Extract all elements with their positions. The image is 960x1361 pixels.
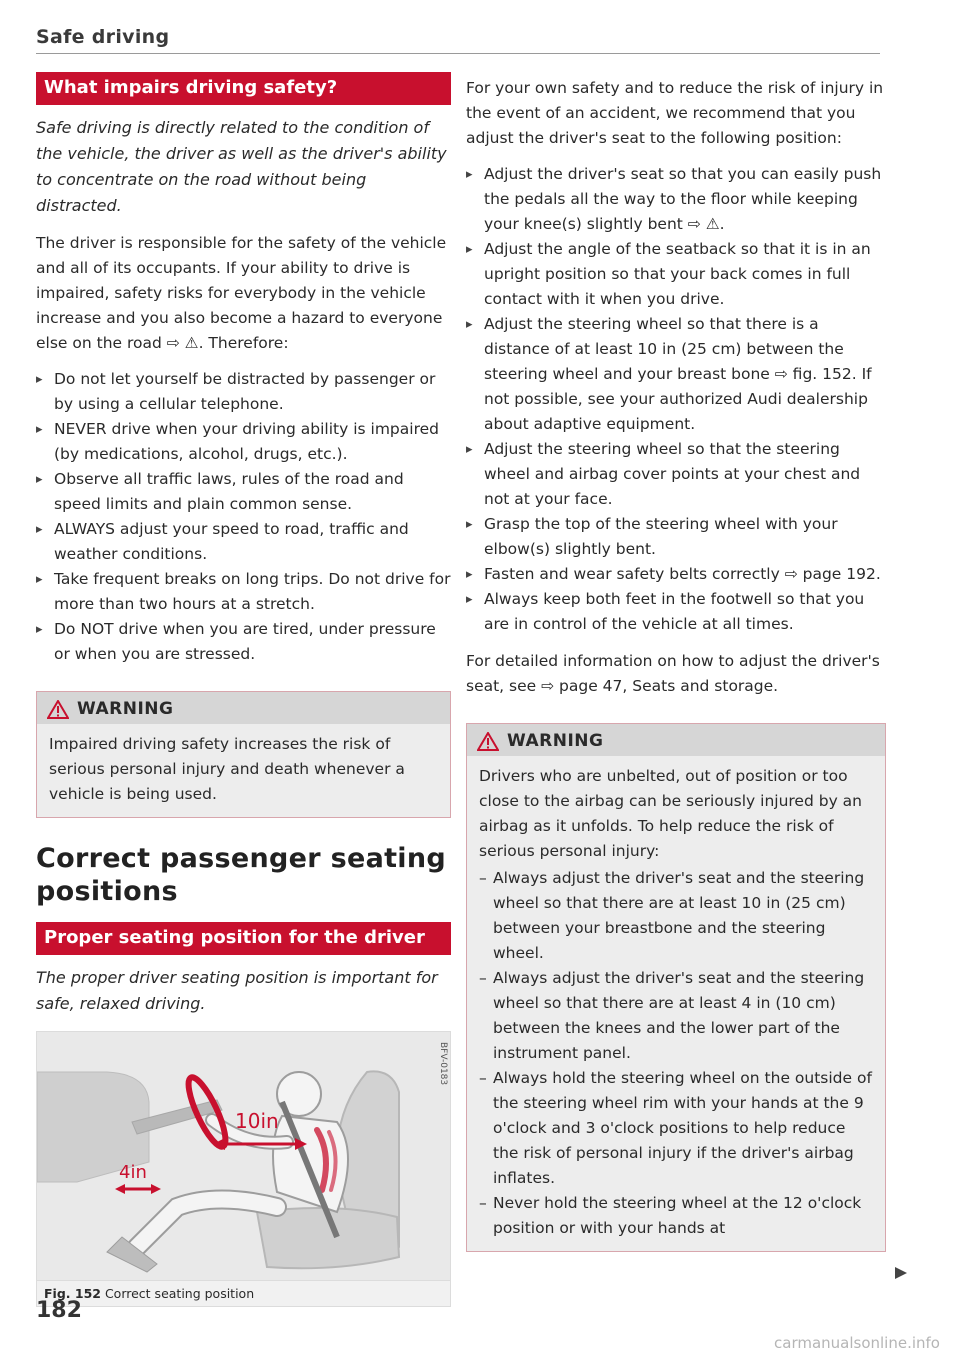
seating-illustration — [37, 1032, 450, 1280]
section-intro-impairs: Safe driving is directly related to the condition of the vehicle, the driver as well as the driver's ability to concentrate on the road without being distracted. — [36, 118, 447, 215]
watermark: carmanualsonline.info — [774, 1334, 940, 1352]
section-intro-driver-position: The proper driver seating position is important for safe, relaxed driving. — [36, 968, 438, 1013]
list-item: ▸ Adjust the steering wheel so that the steering wheel and airbag cover points at your chest and not at your face. — [466, 437, 886, 512]
list-item: ▸ Do NOT drive when you are tired, under pressure or when you are stressed. — [36, 617, 451, 667]
warning-header — [467, 724, 885, 756]
header-title: Safe driving — [36, 26, 170, 48]
warning-list — [479, 866, 873, 1241]
seat-adjust-bullet-list — [466, 162, 886, 637]
figure-label-10in: 10in — [235, 1109, 279, 1133]
warning-triangle-icon — [477, 732, 499, 751]
warning-box-airbag — [466, 723, 886, 1252]
warning-body — [467, 756, 885, 1251]
list-item: ▸ Observe all traffic laws, rules of the road and speed limits and plain common sense. — [36, 467, 451, 517]
list-item: ▸ Do not let yourself be distracted by passenger or by using a cellular telephone. — [36, 367, 451, 417]
right-column — [466, 72, 886, 1252]
warning-header — [37, 692, 450, 724]
warning-text: Impaired driving safety increases the risk of serious personal injury and death whenever a vehicle is being used. — [37, 724, 450, 817]
detail-reference: For detailed information on how to adjust the driver's seat, see ⇨ page 47, Seats and storage. — [466, 652, 880, 695]
list-item: ▸ Take frequent breaks on long trips. Do not drive for more than two hours at a stretch. — [36, 567, 451, 617]
list-item: ▸ ALWAYS adjust your speed to road, traffic and weather conditions. — [36, 517, 451, 567]
list-item: ▸ Adjust the angle of the seatback so that it is in an upright position so that your back comes in full contact with it when you drive. — [466, 237, 886, 312]
warning-title: WARNING — [77, 699, 174, 719]
list-item: ▸ Always keep both feet in the footwell so that you are in control of the vehicle at all times. — [466, 587, 886, 637]
continue-arrow-icon — [894, 1266, 908, 1280]
figure-seating-position — [36, 1031, 451, 1281]
figure-code: BFV-0183 — [438, 1042, 448, 1086]
caption-text: Correct seating position — [104, 1286, 255, 1301]
list-item: ▸ Adjust the steering wheel so that there is a distance of at least 10 in (25 cm) between the steering wheel and your breast bone ⇨ fig. 152. If not possible, see your authorized Audi dealership about adaptive equipment. — [466, 312, 886, 437]
list-item: – Always hold the steering wheel on the outside of the steering wheel rim with your hands at the 9 o'clock and 3 o'clock positions to help reduce the risk of personal injury if the driver's airbag inflates. — [479, 1066, 873, 1191]
warning-title: WARNING — [507, 731, 604, 751]
list-item: – Always adjust the driver's seat and the steering wheel so that there are at least 10 in (25 cm) between your breastbone and the steering wheel. — [479, 866, 873, 966]
body-paragraph-responsible: The driver is responsible for the safety of the vehicle and all of its occupants. If your ability to drive is impaired, safety risks for everybody in the vehicle increase and you also become a hazard to everyone else on the road ⇨ ⚠. Therefore: — [36, 234, 447, 352]
section-heading-impairs: What impairs driving safety? — [36, 72, 451, 105]
warning-box-impaired — [36, 691, 451, 818]
list-item: – Always adjust the driver's seat and the steering wheel so that there are at least 4 in (10 cm) between the knees and the lower part of the instrument panel. — [479, 966, 873, 1066]
figure-caption — [36, 1281, 451, 1307]
list-item: ▸ Fasten and wear safety belts correctly ⇨ page 192. — [466, 562, 886, 587]
warning-triangle-icon — [47, 700, 69, 719]
page-header — [36, 26, 880, 54]
caption-label: Fig. 152 — [44, 1286, 101, 1301]
warning-intro: Drivers who are unbelted, out of position or too close to the airbag can be seriously injured by an airbag as it unfolds. To help reduce the risk of serious personal injury: — [479, 767, 862, 860]
list-item: – Never hold the steering wheel at the 12 o'clock position or with your hands at — [479, 1191, 873, 1241]
section-title-seating: Correct passenger seating positions — [36, 843, 447, 907]
page-number: 182 — [36, 1298, 82, 1323]
list-item: ▸ NEVER drive when your driving ability is impaired (by medications, alcohol, drugs, etc.). — [36, 417, 451, 467]
safety-bullet-list — [36, 367, 451, 667]
list-item: ▸ Adjust the driver's seat so that you can easily push the pedals all the way to the floor while keeping your knee(s) slightly bent ⇨ ⚠. — [466, 162, 886, 237]
figure-label-4in: 4in — [119, 1162, 147, 1183]
section-heading-driver-position: Proper seating position for the driver — [36, 922, 451, 955]
right-intro: For your own safety and to reduce the risk of injury in the event of an accident, we recommend that you adjust the driver's seat to the following position: — [466, 79, 884, 147]
left-column — [36, 72, 451, 1307]
list-item: ▸ Grasp the top of the steering wheel with your elbow(s) slightly bent. — [466, 512, 886, 562]
